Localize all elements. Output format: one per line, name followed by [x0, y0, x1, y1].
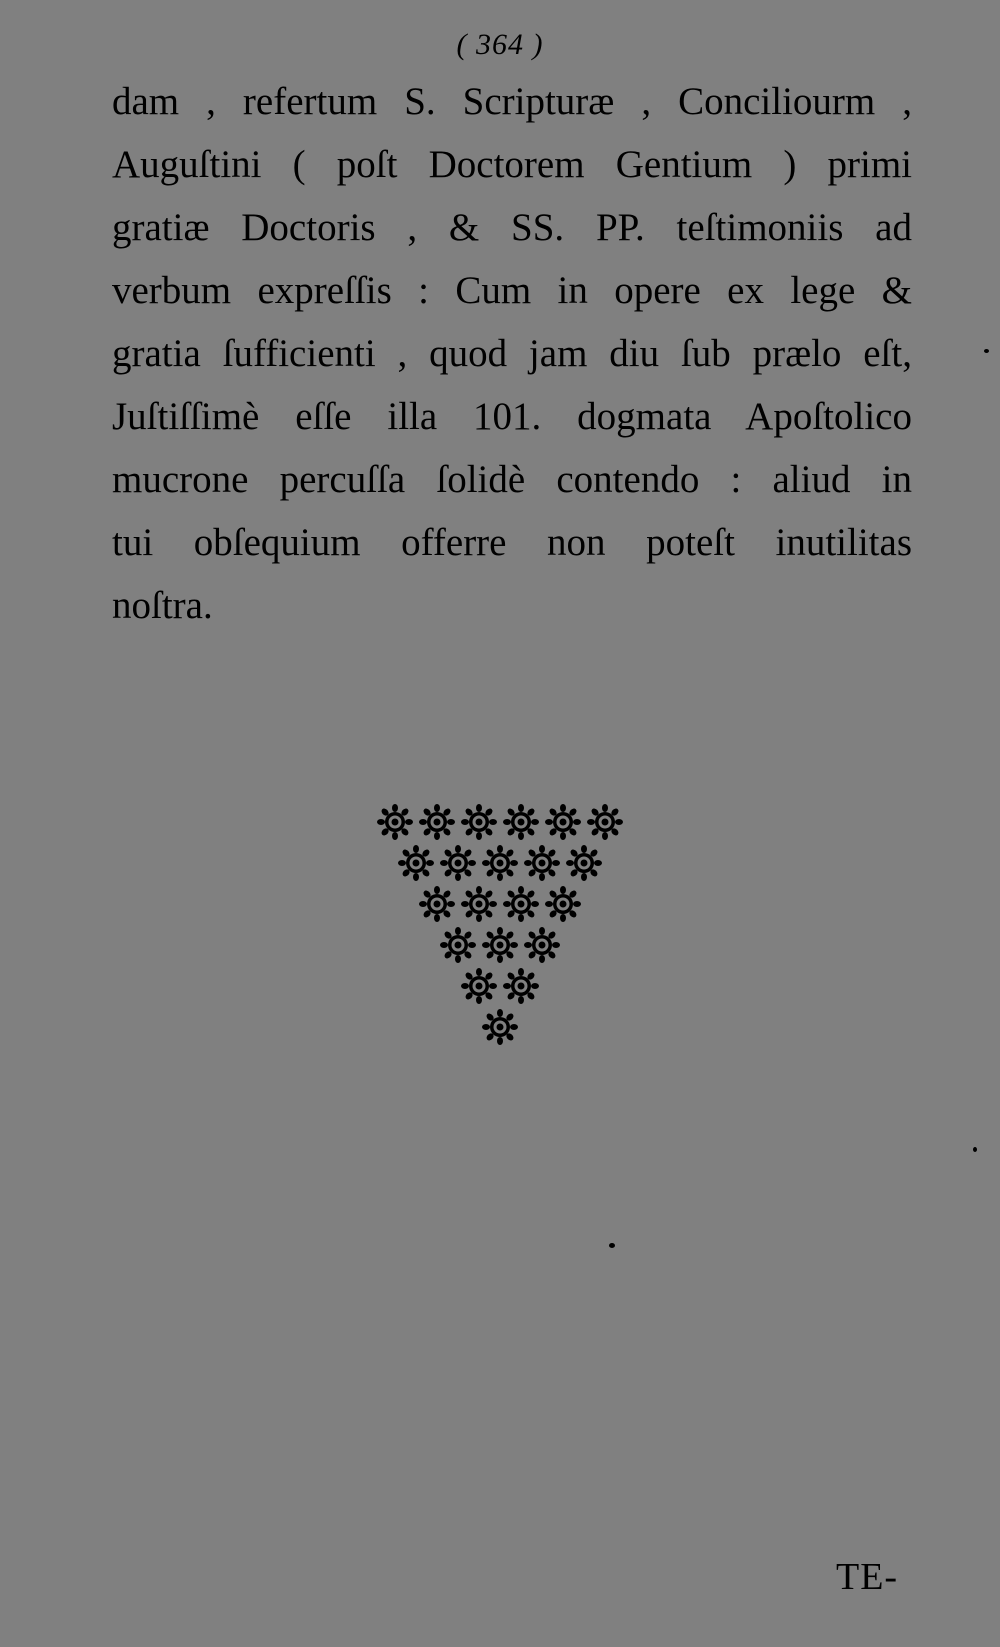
text-line: mucrone percuſſa ſolidè contendo : aliud in [112, 458, 912, 501]
text-line: verbum expreſſis : Cum in opere ex lege & [112, 269, 912, 312]
fleuron-icon [501, 884, 541, 924]
page-number: ( 364 ) [456, 28, 544, 61]
fleuron-icon [480, 843, 520, 883]
ink-speck [984, 349, 989, 353]
ink-speck [609, 1243, 615, 1248]
fleuron-row [0, 884, 1000, 925]
fleuron-icon [459, 884, 499, 924]
fleuron-icon [438, 925, 478, 965]
ink-speck [973, 1147, 977, 1152]
body-text [112, 70, 912, 637]
fleuron-icon [375, 802, 415, 842]
text-line: noſtra. [112, 584, 213, 627]
fleuron-icon [480, 925, 520, 965]
fleuron-row [0, 1007, 1000, 1048]
fleuron-icon [417, 802, 457, 842]
fleuron-icon [543, 884, 583, 924]
fleuron-icon [459, 802, 499, 842]
fleuron-icon [522, 925, 562, 965]
fleuron-icon [501, 966, 541, 1006]
fleuron-icon [417, 884, 457, 924]
text-line: tui obſequium offerre non poteſt inutilitas [112, 521, 912, 564]
text-line: Juſtiſſimè eſſe illa 101. dogmata Apoſtolico [112, 395, 912, 438]
fleuron-ornament [0, 802, 1000, 1048]
fleuron-row [0, 966, 1000, 1007]
fleuron-icon [585, 802, 625, 842]
fleuron-row [0, 843, 1000, 884]
fleuron-icon [459, 966, 499, 1006]
fleuron-row [0, 925, 1000, 966]
fleuron-icon [396, 843, 436, 883]
fleuron-icon [480, 1007, 520, 1047]
catchword: TE- [836, 1556, 899, 1598]
fleuron-icon [564, 843, 604, 883]
text-line: gratia ſufficienti , quod jam diu ſub prælo eſt, [112, 332, 912, 375]
text-line: gratiæ Doctoris , & SS. PP. teſtimoniis ad [112, 206, 912, 249]
fleuron-icon [438, 843, 478, 883]
fleuron-row [0, 802, 1000, 843]
text-line: dam , refertum S. Scripturæ , Conciliourm , [112, 80, 912, 123]
text-line: Auguſtini ( poſt Doctorem Gentium ) primi [112, 143, 912, 186]
fleuron-icon [522, 843, 562, 883]
fleuron-icon [543, 802, 583, 842]
fleuron-icon [501, 802, 541, 842]
